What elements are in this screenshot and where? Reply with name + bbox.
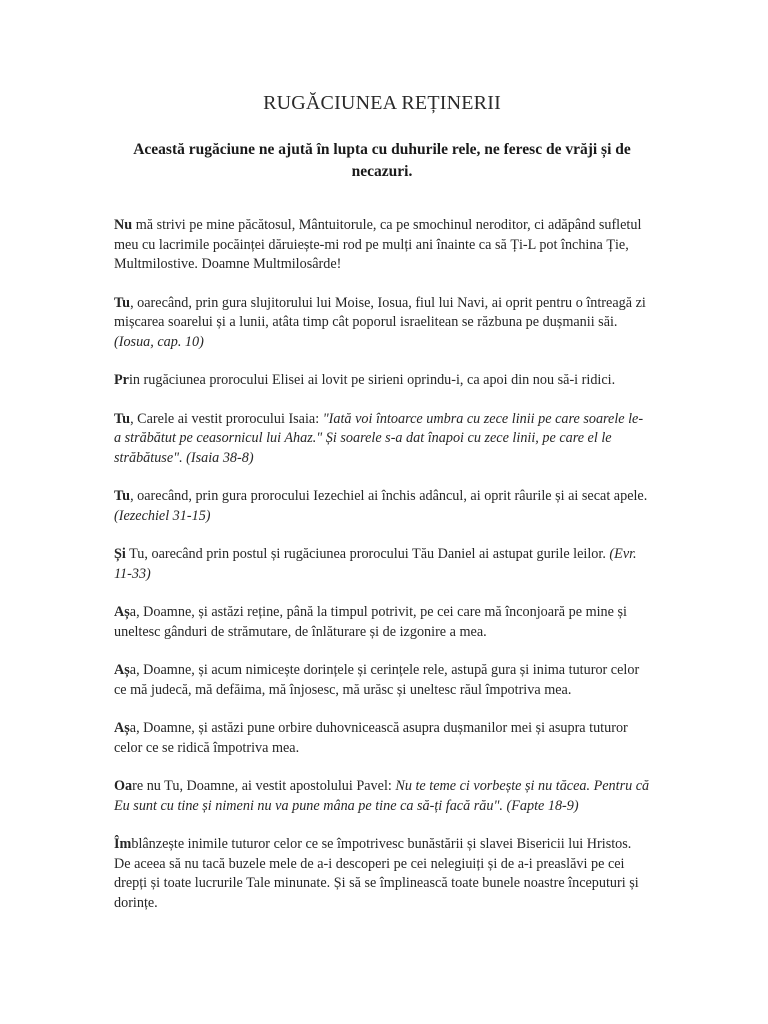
paragraph-text: re nu Tu, Doamne, ai vestit apostolului Pavel: bbox=[132, 778, 396, 794]
paragraph-reference: "Iată voi întoarce umbra cu zece linii pe care soarele le-a străbătut pe ceasornicul lui Ahaz." Și soarele s-a dat înapoi cu zece linii, pe care el le străbătuse". (Isaia 38-8) bbox=[114, 410, 644, 466]
paragraph-initial: Tu bbox=[114, 294, 131, 311]
paragraph-initial: Aș bbox=[114, 720, 130, 736]
paragraph-reference: (Evr. 11-33) bbox=[114, 546, 637, 582]
paragraph-text: , oarecând, prin gura slujitorului lui Moise, Iosua, fiul lui Navi, ai oprit pentru o întreagă zi mișcarea soarelui și a lunii, atâta timp cât poporul israelitean se răzbuna pe dușmanii săi. bbox=[114, 294, 646, 330]
paragraph-initial: Pr bbox=[114, 372, 129, 388]
paragraph-text: a, Doamne, și astăzi pune orbire duhovnicească asupra dușmanilor mei și asupra tuturor celor ce se ridică împotriva mea. bbox=[114, 720, 628, 756]
paragraph-initial: Tu bbox=[114, 488, 131, 504]
page-subtitle: Această rugăciune ne ajută în lupta cu duhurile rele, ne feresc de vrăji și de necazuri. bbox=[133, 141, 631, 180]
paragraph-initial: Și bbox=[114, 546, 126, 562]
paragraph-3 bbox=[114, 371, 650, 391]
paragraph-reference: Nu te teme ci vorbește și nu tăcea. Pentru că Eu sunt cu tine și nimeni nu va pune mâna pe tine ca să-ți facă rău". (Fapte 18-9) bbox=[114, 778, 650, 814]
paragraph-text: , Carele ai vestit prorocului Isaia: bbox=[130, 410, 323, 427]
paragraph-1 bbox=[114, 216, 650, 275]
paragraph-11 bbox=[114, 835, 650, 913]
paragraph-7 bbox=[114, 603, 650, 642]
paragraph-initial: Aș bbox=[114, 604, 130, 620]
paragraph-initial: Îm bbox=[114, 836, 132, 852]
paragraph-reference: (Iosua, cap. 10) bbox=[114, 333, 204, 350]
paragraph-text: Tu, oarecând prin postul și rugăciunea prorocului Tău Daniel ai astupat gurile leilor. bbox=[125, 546, 610, 562]
page-title: RUGĂCIUNEA REȚINERII bbox=[263, 92, 501, 114]
paragraph-8 bbox=[114, 661, 650, 700]
paragraph-5 bbox=[114, 487, 650, 526]
paragraph-text: in rugăciunea prorocului Elisei ai lovit pe sirieni oprindu-i, ca apoi din nou să-i ridici. bbox=[128, 372, 616, 388]
paragraph-text: , oarecând, prin gura prorocului Iezechiel ai închis adâncul, ai oprit râurile și ai secat apele. bbox=[130, 488, 648, 504]
paragraph-initial: Oa bbox=[114, 778, 133, 794]
paragraph-text: blânzește inimile tuturor celor ce se împotrivesc bunăstării și slavei Bisericii lui Hristos. De aceea să nu tacă buzele mele de a-i descoperi pe cei nelegiuiți și de a-i preaslăvi pe cei drepți și toate lucrurile Tale minunate. Și să se împlinească toate bunele noastre începuturi și dorințe. bbox=[114, 836, 639, 911]
paragraph-4 bbox=[114, 410, 650, 469]
paragraph-text: a, Doamne, și acum nimicește dorințele și cerințele rele, astupă gura și inima tuturor celor ce mă judecă, mă defăima, mă înjosesc, mă urăsc și uneltesc răul împotriva mea. bbox=[114, 662, 640, 698]
paragraph-initial: Tu bbox=[114, 410, 131, 427]
paragraph-2 bbox=[114, 294, 650, 353]
paragraph-9 bbox=[114, 719, 650, 758]
paragraph-reference: (Iezechiel 31-15) bbox=[114, 507, 211, 524]
paragraph-initial: Aș bbox=[114, 662, 130, 678]
paragraph-6 bbox=[114, 545, 650, 584]
paragraph-10 bbox=[114, 777, 650, 816]
paragraph-initial: Nu bbox=[114, 217, 133, 233]
paragraph-text: mă strivi pe mine păcătosul, Mântuitorule, ca pe smochinul neroditor, ci adăpând sufletul meu cu lacrimile pocăinței dăruiește-mi rod pe mulți ani înainte ca să Ți-L pot închina Ție, Multmilostive. Doamne Multmilosârde! bbox=[114, 217, 642, 272]
paragraph-text: a, Doamne, și astăzi reține, până la timpul potrivit, pe cei care mă înconjoară pe mine și uneltesc gânduri de strămutare, de înlăturare și de izgonire a mea. bbox=[114, 604, 627, 640]
